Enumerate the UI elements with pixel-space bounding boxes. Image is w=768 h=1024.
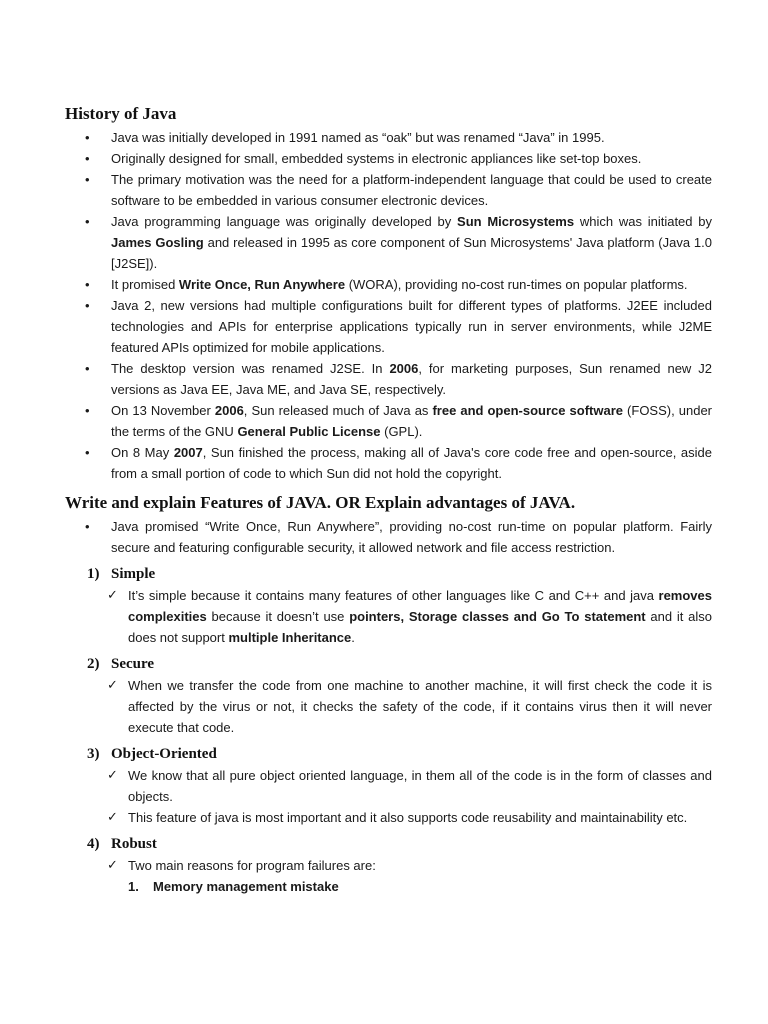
feature-title: Robust — [111, 836, 157, 852]
feature-check-list — [65, 855, 712, 876]
history-bullet-text: Java 2, new versions had multiple configurations built for different types of platforms. J2EE included technologies and APIs for enterprise applications typically run in server environments, while J2ME featured APIs optimized for mobile applications. — [111, 298, 712, 355]
feature-check-item — [65, 585, 712, 648]
feature-check-item — [65, 807, 712, 828]
features-heading: Write and explain Features of JAVA. OR Explain advantages of JAVA. — [65, 493, 576, 512]
feature-check-text: Two main reasons for program failures are: — [128, 858, 376, 873]
features-intro-item — [65, 516, 712, 558]
history-bullet-text: The desktop version was renamed J2SE. In 2006, for marketing purposes, Sun renamed new J2 versions as Java EE, Java ME, and Java SE, respectively. — [111, 361, 712, 397]
check-icon: ✓ — [107, 588, 118, 603]
feature-check-list — [65, 765, 712, 828]
bullet-icon: • — [85, 361, 90, 376]
bullet-icon: • — [85, 151, 90, 166]
feature-check-text: When we transfer the code from one machine to another machine, it will first check the code it is affected by the virus or not, it checks the safety of the code, if it contains virus then it will never execute that code. — [128, 678, 712, 735]
bold-text: multiple Inheritance — [228, 630, 352, 645]
feature-check-text: This feature of java is most important and it also supports code reusability and maintainability etc. — [128, 810, 688, 825]
sub-text: Memory management mistake — [153, 879, 339, 894]
check-icon: ✓ — [107, 858, 118, 873]
bold-text: Sun Microsystems — [457, 214, 575, 229]
bold-text: 2007 — [173, 445, 203, 460]
bullet-icon: • — [85, 130, 90, 145]
feature-check-list — [65, 585, 712, 648]
history-bullet-item — [65, 400, 712, 442]
bold-text: General Public License — [237, 424, 381, 439]
feature-number: 1) — [87, 566, 100, 582]
history-bullet-item — [65, 169, 712, 211]
bullet-icon: • — [85, 298, 90, 313]
feature-check-text: We know that all pure object oriented language, in them all of the code is in the form of classes and objects. — [128, 768, 712, 804]
feature-heading — [87, 564, 712, 584]
feature-check-item — [65, 855, 712, 876]
history-bullet-text: The primary motivation was the need for a platform-independent language that could be used to create software to be embedded in various consumer electronic devices. — [111, 172, 712, 208]
history-bullet-text: Java programming language was originally developed by Sun Microsystems which was initiated by James Gosling and released in 1995 as core component of Sun Microsystems' Java platform (Java 1.0 [J2SE]). — [111, 214, 713, 271]
history-bullet-text: On 13 November 2006, Sun released much of Java as free and open-source software (FOSS), under the terms of the GNU General Public License (GPL). — [111, 403, 712, 439]
history-heading: History of Java — [65, 104, 177, 123]
history-bullet-item — [65, 295, 712, 358]
bold-text: removes complexities — [128, 588, 712, 624]
feature-heading — [87, 744, 712, 764]
history-bullet-item — [65, 358, 712, 400]
feature-sub-item — [65, 876, 712, 897]
feature-section — [65, 744, 712, 828]
sub-number: 1. — [128, 879, 139, 894]
feature-check-list — [65, 675, 712, 738]
bullet-icon: • — [85, 214, 90, 229]
features-intro-list — [65, 516, 712, 558]
history-bullet-text: It promised Write Once, Run Anywhere (WORA), providing no-cost run-times on popular platforms. — [111, 277, 688, 292]
history-bullet-item — [65, 148, 712, 169]
feature-section — [65, 564, 712, 648]
feature-title: Simple — [111, 566, 156, 582]
history-bullet-text: Java was initially developed in 1991 named as “oak” but was renamed “Java” in 1995. — [111, 130, 605, 145]
history-bullet-list — [65, 127, 712, 484]
bold-text: pointers, Storage classes and Go To statement — [349, 609, 646, 624]
feature-title: Secure — [111, 656, 155, 672]
feature-section — [65, 654, 712, 738]
feature-section — [65, 834, 712, 897]
feature-number: 4) — [87, 836, 100, 852]
history-bullet-item — [65, 442, 712, 484]
history-bullet-text: On 8 May 2007, Sun finished the process, making all of Java's core code free and open-source, aside from a small portion of code to which Sun did not hold the copyright. — [111, 445, 713, 481]
history-bullet-item — [65, 274, 712, 295]
bullet-icon: • — [85, 403, 90, 418]
feature-heading — [87, 654, 712, 674]
feature-check-text: It’s simple because it contains many features of other languages like C and C++ and java removes complexities because it doesn’t use pointers, Storage classes and Go To statement and it also does not support multiple Inheritance. — [128, 588, 713, 645]
check-icon: ✓ — [107, 678, 118, 693]
bullet-icon: • — [85, 445, 90, 460]
history-bullet-item — [65, 211, 712, 274]
history-bullet-text: Originally designed for small, embedded systems in electronic appliances like set-top boxes. — [111, 151, 642, 166]
bullet-icon: • — [85, 277, 90, 292]
check-icon: ✓ — [107, 768, 118, 783]
feature-sub-list — [65, 876, 712, 897]
feature-sections — [65, 564, 712, 897]
history-bullet-item — [65, 127, 712, 148]
feature-check-item — [65, 765, 712, 807]
bold-text: free and open-source software — [432, 403, 624, 418]
bullet-icon: • — [85, 519, 90, 534]
bold-text: 2006 — [214, 403, 244, 418]
check-icon: ✓ — [107, 810, 118, 825]
feature-number: 3) — [87, 746, 100, 762]
feature-check-item — [65, 675, 712, 738]
bold-text: 2006 — [389, 361, 419, 376]
feature-number: 2) — [87, 656, 100, 672]
bold-text: James Gosling — [111, 235, 204, 250]
bold-text: Write Once, Run Anywhere — [178, 277, 346, 292]
features-intro-text: Java promised “Write Once, Run Anywhere”, providing no-cost run-time on popular platform. Fairly secure and featuring configurable security, it allowed network and file access restriction. — [111, 519, 712, 555]
feature-heading — [87, 834, 712, 854]
bullet-icon: • — [85, 172, 90, 187]
feature-title: Object-Oriented — [111, 746, 217, 762]
